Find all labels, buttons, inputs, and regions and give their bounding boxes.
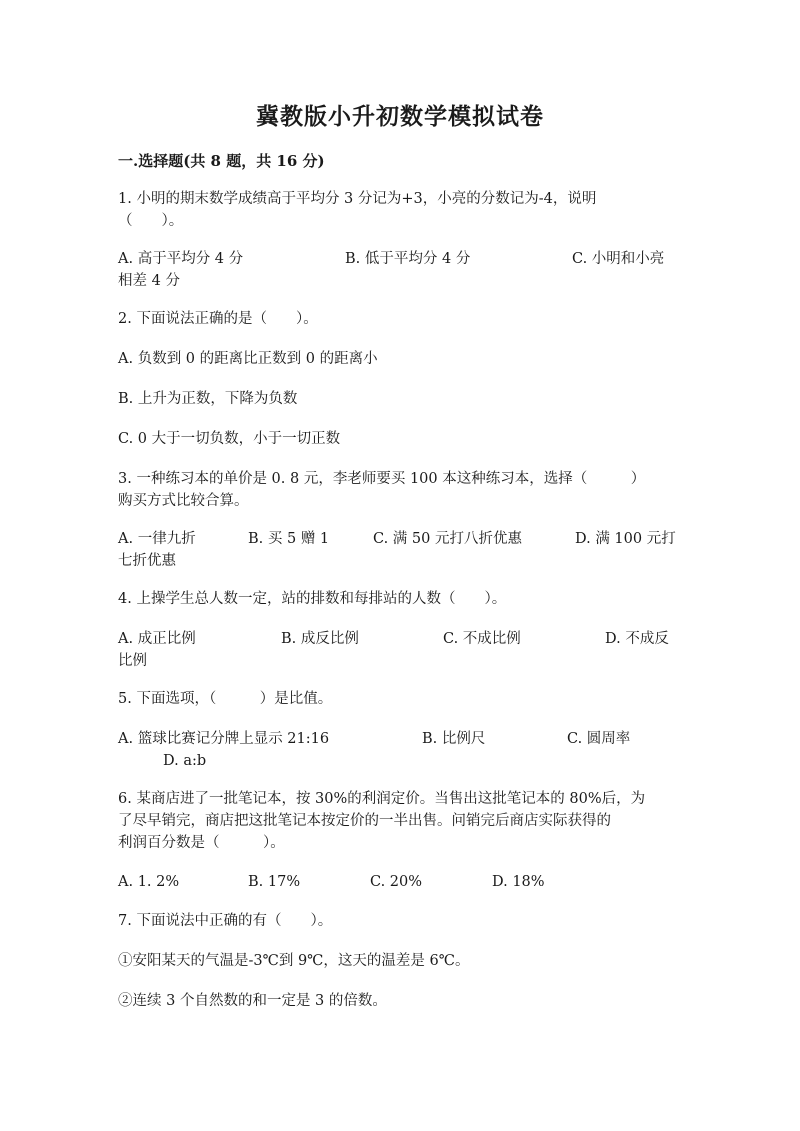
question-6-option-b: B. 17% [248,874,301,890]
question-5-option-b: B. 比例尺 [422,731,486,747]
question-2-option-b: B. 上升为正数，下降为负数 [118,391,298,407]
question-7-statement-2: ②连续 3 个自然数的和一定是 3 的倍数。 [118,993,387,1009]
question-1-option-c-cont: 相差 4 分 [118,273,180,289]
question-5-option-a: A. 篮球比赛记分牌上显示 21:16 [118,731,330,747]
question-3-option-c: C. 满 50 元打八折优惠 [373,531,522,547]
question-4-option-b: B. 成反比例 [281,631,359,647]
question-7-statement-1: ①安阳某天的气温是-3℃到 9℃，这天的温差是 6℃。 [118,953,470,969]
question-3-option-b: B. 买 5 赠 1 [248,531,330,547]
question-2-option-a: A. 负数到 0 的距离比正数到 0 的距离小 [118,351,378,367]
question-7-stem: 7. 下面说法中正确的有（ ）。 [118,913,333,929]
question-6-stem-cont-1: 了尽早销完，商店把这批笔记本按定价的一半出售。问销完后商店实际获得的 [118,813,611,829]
question-1-option-b: B. 低于平均分 4 分 [345,251,471,267]
question-6-option-d: D. 18% [492,874,545,890]
question-1-stem: 1. 小明的期末数学成绩高于平均分 3 分记为+3，小亮的分数记为-4，说明 [118,191,597,207]
section-heading: 一.选择题(共 8 题，共 16 分) [118,152,325,170]
question-5-option-d: D. a:b [163,753,207,769]
question-6-option-a: A. 1. 2% [118,874,180,890]
page-title: 冀教版小升初数学模拟试卷 [256,103,544,130]
question-3-option-d: D. 满 100 元打 [575,531,676,547]
question-6-stem-cont-2: 利润百分数是（ ）。 [118,835,285,851]
question-5-stem: 5. 下面选项，（ ）是比值。 [118,691,333,707]
question-2-stem: 2. 下面说法正确的是（ ）。 [118,311,318,327]
question-5-option-c: C. 圆周率 [567,731,631,747]
question-4-option-a: A. 成正比例 [118,631,196,647]
question-6-option-c: C. 20% [370,874,423,890]
question-4-stem: 4. 上操学生总人数一定，站的排数和每排站的人数（ ）。 [118,591,507,607]
question-1-option-c: C. 小明和小亮 [572,251,665,267]
question-1-stem-cont: （ ）。 [118,213,184,229]
question-3-option-a: A. 一律九折 [118,531,196,547]
question-3-stem: 3. 一种练习本的单价是 0. 8 元，李老师要买 100 本这种练习本，选择（ ） [118,471,646,487]
question-3-stem-cont: 购买方式比较合算。 [118,493,249,509]
question-6-stem: 6. 某商店进了一批笔记本，按 30%的利润定价。当售出这批笔记本的 80%后，为 [118,791,646,807]
question-4-option-d: D. 不成反 [605,631,669,647]
question-2-option-c: C. 0 大于一切负数，小于一切正数 [118,431,341,447]
question-1-option-a: A. 高于平均分 4 分 [118,251,244,267]
question-4-option-c: C. 不成比例 [443,631,521,647]
question-3-option-d-cont: 七折优惠 [118,553,176,569]
question-4-option-d-cont: 比例 [118,653,147,669]
